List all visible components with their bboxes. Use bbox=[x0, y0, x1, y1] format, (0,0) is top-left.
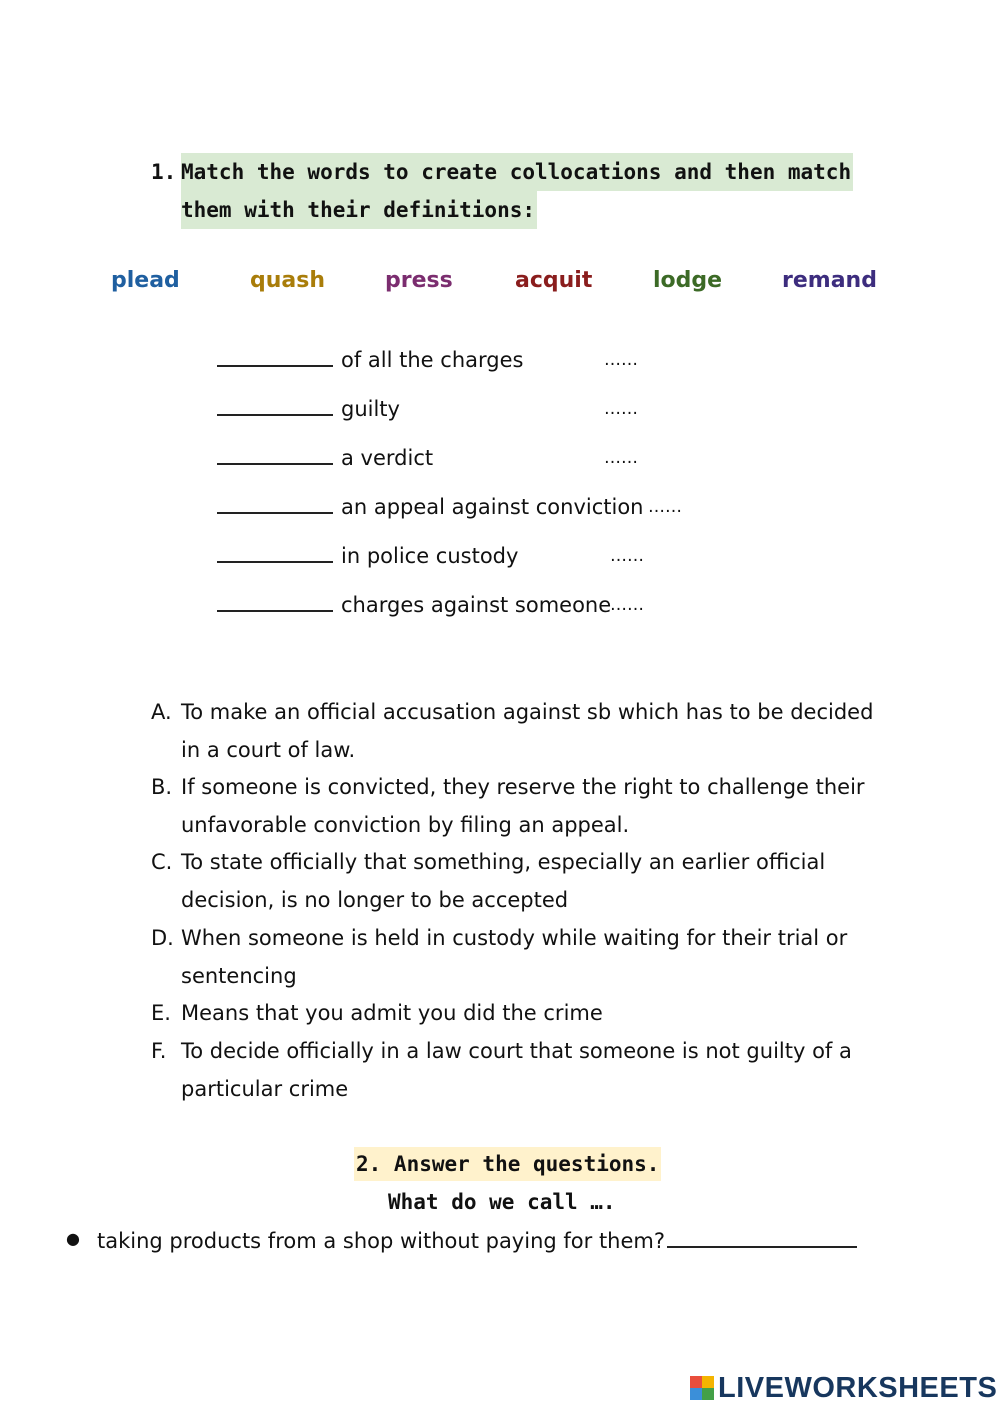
match-item bbox=[217, 541, 518, 571]
word-bank-item[interactable]: acquit bbox=[515, 268, 593, 293]
word-bank-item[interactable]: plead bbox=[111, 268, 180, 293]
match-item-text: of all the charges bbox=[341, 348, 524, 372]
match-item bbox=[217, 492, 643, 522]
match-item-text: guilty bbox=[341, 397, 400, 421]
match-item-dots[interactable]: …… bbox=[604, 448, 638, 468]
definition-text: To decide officially in a law court that someone is not guilty of a particular crime bbox=[181, 1039, 852, 1101]
section-1-number: 1. bbox=[151, 160, 177, 184]
definition-letter: C. bbox=[151, 850, 173, 874]
definition-text: To state officially that something, especially an earlier official decision, is no longer to be accepted bbox=[181, 850, 826, 912]
word-bank-item[interactable]: quash bbox=[250, 268, 326, 293]
word-bank-item[interactable]: press bbox=[385, 268, 453, 293]
definition-text: When someone is held in custody while waiting for their trial or sentencing bbox=[181, 926, 848, 988]
definition-letter: F. bbox=[151, 1039, 167, 1063]
section-2-subheading: What do we call …. bbox=[388, 1190, 616, 1214]
match-item-dots[interactable]: …… bbox=[610, 546, 644, 566]
match-item-text: an appeal against conviction bbox=[341, 495, 644, 519]
definition-letter: B. bbox=[151, 775, 173, 799]
match-item bbox=[217, 394, 400, 424]
match-item-text: in police custody bbox=[341, 544, 519, 568]
definition-text: Means that you admit you did the crime bbox=[181, 1001, 603, 1025]
liveworksheets-logo-icon bbox=[690, 1376, 714, 1400]
definition-letter: A. bbox=[151, 700, 172, 724]
match-item bbox=[217, 590, 611, 620]
bullet-icon: ● bbox=[66, 1229, 80, 1248]
match-item-dots[interactable]: …… bbox=[610, 595, 644, 615]
word-bank-item[interactable]: lodge bbox=[653, 268, 723, 293]
liveworksheets-logo bbox=[690, 1370, 997, 1406]
definition-letter: D. bbox=[151, 926, 174, 950]
answer-blank[interactable] bbox=[217, 492, 333, 514]
answer-blank[interactable] bbox=[217, 541, 333, 563]
question-item bbox=[97, 1224, 857, 1256]
answer-blank[interactable] bbox=[217, 590, 333, 612]
question-text: taking products from a shop without paying for them? bbox=[97, 1229, 666, 1253]
match-item-dots[interactable]: …… bbox=[604, 350, 638, 370]
answer-blank[interactable] bbox=[217, 345, 333, 367]
match-item-text: charges against someone bbox=[341, 593, 612, 617]
match-item bbox=[217, 443, 433, 473]
answer-blank[interactable] bbox=[217, 443, 333, 465]
definition-text: If someone is convicted, they reserve the right to challenge their unfavorable conviction by filing an appeal. bbox=[181, 775, 865, 837]
definition-text: To make an official accusation against sb which has to be decided in a court of law. bbox=[181, 700, 874, 762]
match-item-dots[interactable]: …… bbox=[604, 399, 638, 419]
answer-blank[interactable] bbox=[217, 394, 333, 416]
section-1-heading-line-2: them with their definitions: bbox=[181, 191, 537, 229]
answer-input-line[interactable] bbox=[667, 1224, 857, 1248]
match-item bbox=[217, 345, 523, 375]
word-bank-item[interactable]: remand bbox=[782, 268, 877, 293]
match-item-dots[interactable]: …… bbox=[648, 497, 682, 517]
section-1-heading-line-1: Match the words to create collocations and then match bbox=[181, 153, 853, 191]
definition-letter: E. bbox=[151, 1001, 171, 1025]
logo-text: LIVEWORKSHEETS bbox=[718, 1371, 998, 1404]
match-item-text: a verdict bbox=[341, 446, 434, 470]
section-2-heading: 2. Answer the questions. bbox=[354, 1147, 661, 1181]
